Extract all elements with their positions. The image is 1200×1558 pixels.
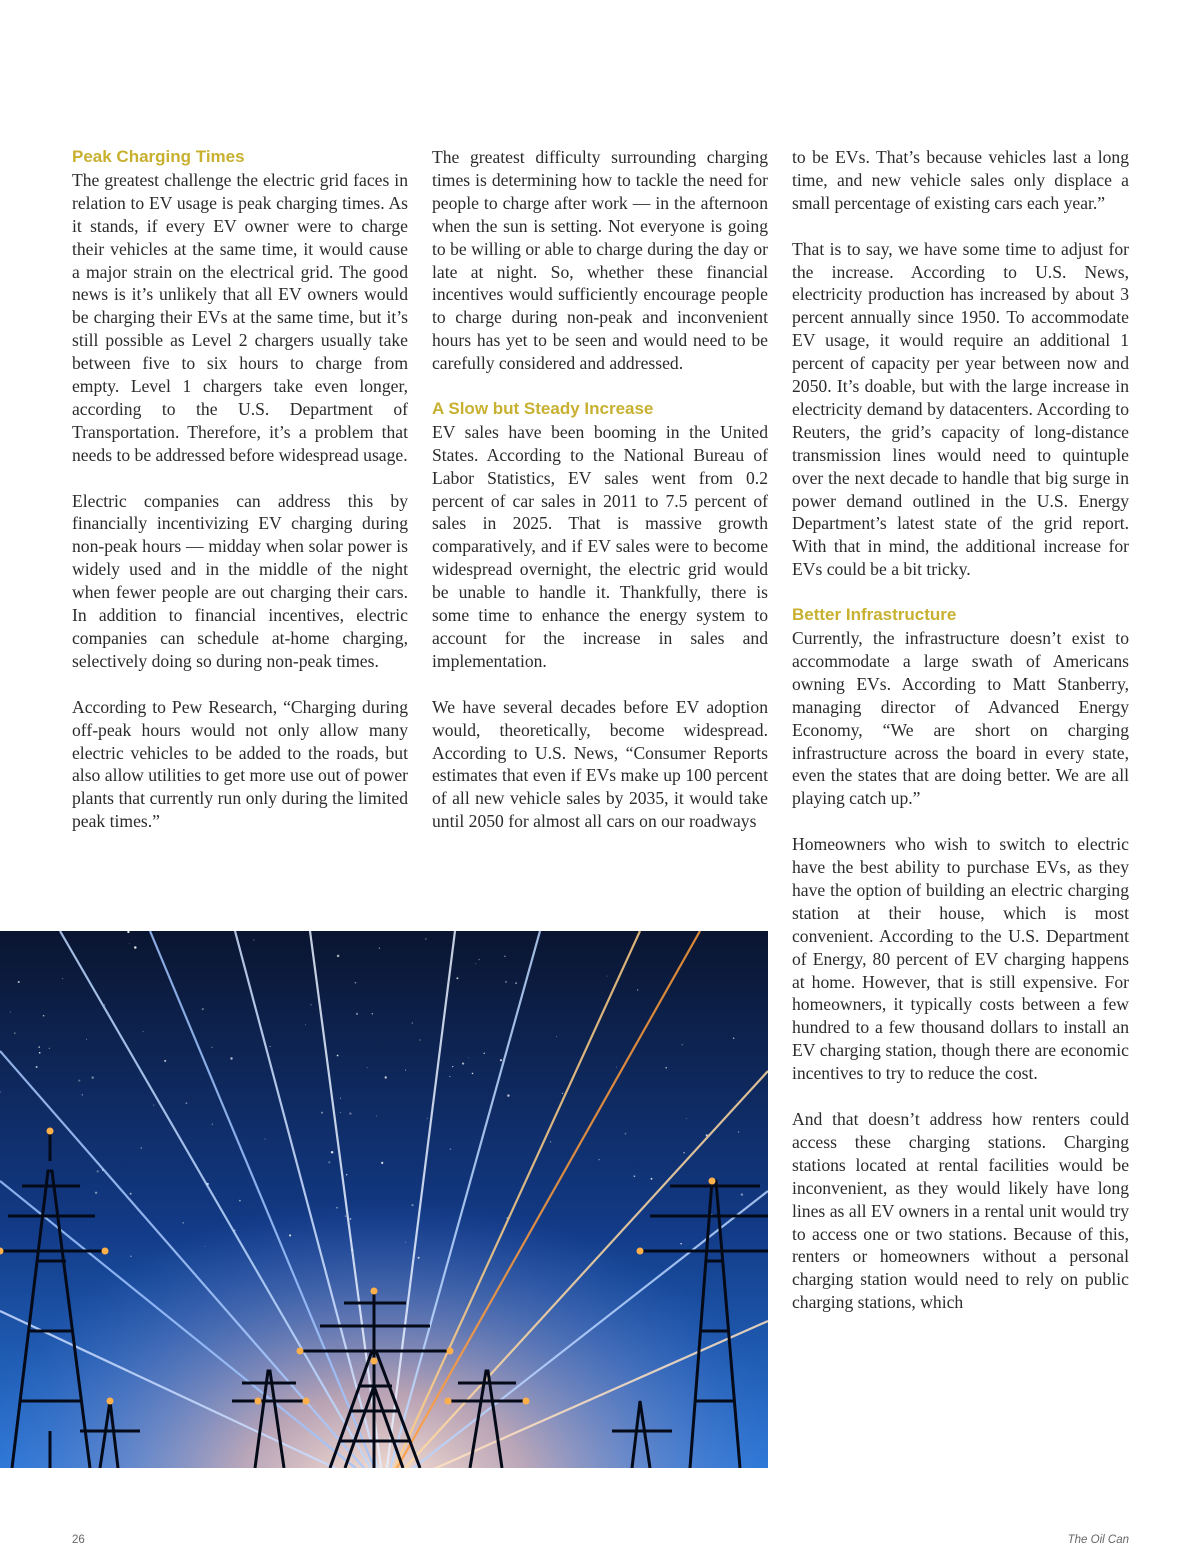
star xyxy=(230,1057,232,1059)
star xyxy=(212,1124,213,1125)
publication-name: The Oil Can xyxy=(1067,1534,1129,1546)
star xyxy=(336,1207,338,1209)
star xyxy=(134,946,137,949)
star xyxy=(331,1151,334,1154)
star xyxy=(95,1192,97,1194)
star xyxy=(345,1215,347,1217)
star xyxy=(665,1067,667,1069)
insulator-light xyxy=(523,1398,530,1405)
star xyxy=(599,1159,600,1160)
star xyxy=(337,955,340,958)
article-column-1 xyxy=(72,146,408,833)
star xyxy=(550,1141,551,1142)
star xyxy=(425,938,426,939)
star xyxy=(130,1256,132,1258)
star xyxy=(449,1076,450,1077)
star xyxy=(379,948,380,949)
star xyxy=(202,1008,204,1010)
star xyxy=(239,1200,241,1202)
star xyxy=(253,940,254,941)
star xyxy=(289,1234,291,1236)
star xyxy=(462,1063,464,1065)
star xyxy=(153,1104,154,1105)
star xyxy=(376,1116,377,1117)
paragraph: EV sales have been booming in the United States. According to the National Bureau of Labor Statistics, EV sales went from 0.2 percent of car sales in 2011 to 7.5 percent of sales in 2025. That is massive growth comparatively, and if EV sales were to become widespread overnight, the electric grid would be unable to handle it. Thankfully, there is some time to enhance the energy system to account for the increase in sales and implementation. xyxy=(432,421,768,671)
star xyxy=(130,1193,132,1195)
power-lines-photo xyxy=(0,931,768,1468)
star xyxy=(211,1047,212,1048)
star xyxy=(562,1093,563,1094)
star xyxy=(349,1112,351,1114)
insulator-light xyxy=(371,1288,378,1295)
insulator-light xyxy=(255,1398,262,1405)
star xyxy=(36,1066,38,1068)
star xyxy=(634,1175,636,1177)
paragraph: The greatest difficulty surrounding charging times is determining how to tackle the need for people to charge after work — in the afternoon when the sun is setting. Not everyone is going to be willing or able to charge during the day or late at night. So, whether these financial incentives would sufficiently encourage people to charge during non-peak and inconvenient hours has yet to be seen and would need to be carefully considered and addressed. xyxy=(432,147,768,374)
article-column-3 xyxy=(792,146,1129,1314)
star xyxy=(427,1118,428,1119)
star xyxy=(38,1046,39,1047)
star xyxy=(733,1037,735,1039)
star xyxy=(346,1174,347,1175)
star xyxy=(515,982,517,984)
star xyxy=(556,1036,557,1037)
star xyxy=(337,1055,339,1057)
star xyxy=(349,1218,351,1220)
star xyxy=(507,1094,509,1096)
star xyxy=(204,1246,205,1247)
star xyxy=(185,1102,187,1104)
star xyxy=(372,1013,374,1015)
insulator-light xyxy=(303,1398,310,1405)
star xyxy=(367,1067,368,1068)
star xyxy=(468,1057,469,1058)
section-heading-better-infrastructure: Better Infrastructure xyxy=(792,605,957,625)
page-number: 26 xyxy=(72,1534,85,1546)
insulator-light xyxy=(47,1128,54,1135)
article-column-2 xyxy=(432,146,768,833)
star xyxy=(456,977,458,979)
star xyxy=(616,1067,617,1068)
star xyxy=(265,1139,266,1140)
insulator-light xyxy=(447,1348,454,1355)
star xyxy=(686,1118,687,1119)
insulator-light xyxy=(445,1398,452,1405)
insulator-light xyxy=(102,1248,109,1255)
star xyxy=(164,1060,166,1062)
star xyxy=(182,1222,184,1224)
star xyxy=(484,1053,485,1054)
star xyxy=(97,1170,99,1172)
star xyxy=(340,1098,341,1099)
star xyxy=(310,1004,312,1006)
star xyxy=(651,1178,653,1180)
star xyxy=(450,1148,452,1150)
star xyxy=(452,1066,453,1067)
star xyxy=(86,1039,87,1040)
star xyxy=(340,1112,341,1113)
star xyxy=(738,1131,739,1132)
star xyxy=(411,1204,413,1206)
star xyxy=(505,981,507,983)
star xyxy=(129,943,130,944)
star xyxy=(385,1076,387,1078)
insulator-light xyxy=(709,1178,716,1185)
paragraph: We have several decades before EV adoption would, theoretically, become widespread. According to U.S. News, “Consumer Reports estimates that even if EVs make up 100 percent of all new vehicle sales by 2035, it would take until 2050 for almost all cars on our roadways xyxy=(432,696,768,832)
star xyxy=(478,959,480,961)
star xyxy=(49,1048,50,1049)
star xyxy=(91,1076,94,1079)
star xyxy=(736,1100,737,1101)
star xyxy=(682,1044,683,1045)
paragraph: That is to say, we have some time to adjust for the increase. According to U.S. News, electricity production has increased by about 3 percent annually since 1950. To accommodate EV usage, it would require an additional 1 percent of capacity per year between now and 2050. It’s doable, but with the large increase in electricity demand by datacenters. According to Reuters, the grid’s capacity of long-distance transmission lines would need to quintuple over the next decade to handle that big surge in power demand outlined in the U.S. Energy Department’s latest state of the grid report. With that in mind, the additional increase for EVs could be a bit tricky. xyxy=(792,238,1129,580)
paragraph: to be EVs. That’s because vehicles last a long time, and new vehicle sales only displace a small percentage of existing cars each year.” xyxy=(792,147,1129,213)
paragraph: Homeowners who wish to switch to electric have the best ability to purchase EVs, as they have the option of building an electric charging station at their house, which is most convenient. According to the U.S. Department of Energy, 80 percent of EV charging happens at home. However, that is still expensive. For homeowners, it typically costs between a few hundred to a few thousand dollars to install an EV charging station, though there are economic incentives to try to reduce the cost. xyxy=(792,834,1129,1084)
star xyxy=(62,978,63,979)
star xyxy=(405,1242,406,1243)
star xyxy=(381,1162,383,1164)
star xyxy=(637,989,638,990)
section-heading-peak-charging: Peak Charging Times xyxy=(72,147,245,166)
star xyxy=(680,1243,681,1244)
paragraph: And that doesn’t address how renters could access these charging stations. Charging stations located at rental facilities would be inconvenient, as they would likely have long lines as all EV owners in a rental unit would try to access one or two stations. Because of this, renters or homeowners without a personal charging station would need to rely on public charging stations, which xyxy=(792,1109,1129,1313)
star xyxy=(43,1015,45,1017)
star xyxy=(14,1032,16,1034)
star xyxy=(143,1031,144,1032)
star xyxy=(141,1147,142,1148)
star xyxy=(607,976,608,977)
star xyxy=(418,1257,420,1259)
star xyxy=(78,1080,80,1082)
star xyxy=(305,1024,306,1025)
star xyxy=(420,1039,421,1040)
star xyxy=(500,1059,502,1061)
star xyxy=(405,1070,406,1071)
star xyxy=(39,1052,41,1054)
star xyxy=(321,1112,323,1114)
star xyxy=(328,1161,330,1163)
star xyxy=(504,955,506,957)
insulator-light xyxy=(297,1348,304,1355)
paragraph: Electric companies can address this by financially incentivizing EV charging during non-peak hours — midday when solar power is widely used and in the middle of the night when fewer people are out charging their cars. In addition to financial incentives, electric companies can schedule at-home charging, selectively doing so during non-peak times. xyxy=(72,490,408,671)
paragraph: Currently, the infrastructure doesn’t exist to accommodate a large swath of Americans owning EVs. According to Matt Stanberry, managing director of Advanced Energy Economy, “We are short on charging infrastructure across the board in every state, even the states that are doing better. We are all playing catch up.” xyxy=(792,628,1129,809)
paragraph: The greatest challenge the electric grid faces in relation to EV usage is peak charging times. As it stands, if every EV owner were to charge their vehicles at the same time, it would cause a major strain on the electrical grid. The good news is it’s unlikely that all EV owners would be charging their EVs at the same time, but it’s still possible as Level 2 chargers usually take between five to six hours to charge from empty. Level 1 chargers take even longer, according to the U.S. Department of Transportation. Therefore, it’s a problem that needs to be addressed before widespread usage. xyxy=(72,169,408,465)
star xyxy=(683,1152,684,1153)
section-heading-slow-increase: A Slow but Steady Increase xyxy=(432,398,654,418)
insulator-light xyxy=(107,1398,114,1405)
star xyxy=(412,1022,413,1023)
star xyxy=(625,1133,627,1135)
paragraph: According to Pew Research, “Charging during off-peak hours would not only allow many electric vehicles to be added to the roads, but also allow utilities to get more use out of power plants that currently run only during the limited peak times.” xyxy=(72,696,408,832)
insulator-light xyxy=(371,1358,378,1365)
star xyxy=(270,1046,271,1047)
star xyxy=(356,1013,358,1015)
insulator-light xyxy=(637,1248,644,1255)
star xyxy=(355,982,357,984)
star xyxy=(472,1073,474,1075)
star xyxy=(475,963,476,964)
star xyxy=(82,1094,84,1096)
star xyxy=(18,981,20,983)
star xyxy=(10,1011,11,1012)
star xyxy=(741,1193,743,1195)
